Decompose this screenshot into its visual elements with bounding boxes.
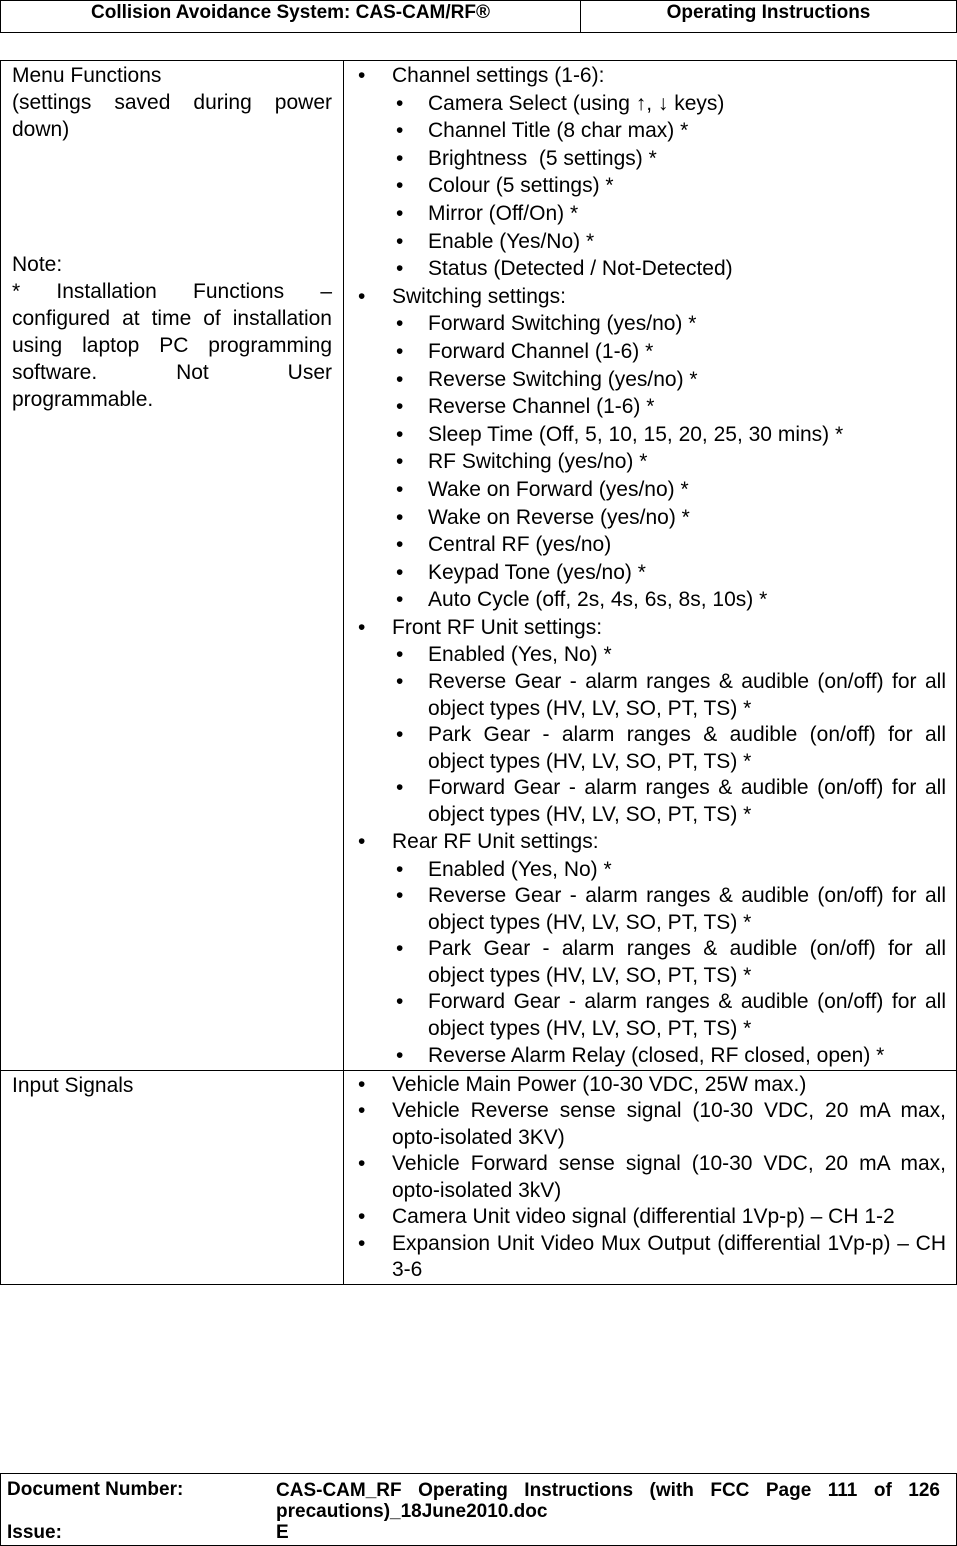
list-item bbox=[392, 117, 946, 145]
sub-list bbox=[392, 856, 946, 1070]
item-text: Forward Gear - alarm ranges & audible (on/off) for all object types (HV, LV, SO, PT, TS) * bbox=[428, 776, 946, 826]
table-row-input-signals bbox=[1, 1070, 957, 1284]
list-item bbox=[392, 586, 946, 614]
doc-number-label: Document Number: bbox=[7, 1479, 184, 1500]
bullet-icon: • bbox=[396, 937, 404, 961]
list-item bbox=[354, 1231, 946, 1284]
bullet-icon: • bbox=[358, 1152, 366, 1176]
bullet-icon: • bbox=[396, 670, 404, 694]
list-item bbox=[354, 1072, 946, 1099]
bullet-icon: • bbox=[396, 857, 404, 881]
list-item bbox=[392, 559, 946, 587]
header-title: Collision Avoidance System: CAS-CAM/RF® bbox=[1, 1, 581, 32]
bullet-icon: • bbox=[396, 339, 404, 363]
item-text: Reverse Alarm Relay (closed, RF closed, open) * bbox=[428, 1044, 885, 1068]
list-item bbox=[354, 283, 946, 614]
bullet-icon: • bbox=[396, 1044, 404, 1068]
list-item bbox=[392, 1042, 946, 1070]
item-text: Reverse Channel (1-6) * bbox=[428, 395, 655, 419]
sub-list bbox=[392, 641, 946, 828]
group-title: Channel settings (1-6): bbox=[392, 64, 605, 87]
item-text: Reverse Switching (yes/no) * bbox=[428, 367, 698, 391]
bullet-icon: • bbox=[396, 395, 404, 419]
list-item bbox=[354, 1098, 946, 1151]
list-item bbox=[392, 366, 946, 394]
bullet-icon: • bbox=[358, 1072, 366, 1096]
list-item bbox=[392, 228, 946, 256]
group-title: Switching settings: bbox=[392, 284, 566, 308]
item-text: Brightness (5 settings) * bbox=[428, 146, 657, 170]
item-text: Vehicle Main Power (10-30 VDC, 25W max.) bbox=[392, 1072, 807, 1096]
item-text: Central RF (yes/no) bbox=[428, 533, 612, 557]
group-title: Front RF Unit settings: bbox=[392, 615, 603, 639]
note-text: * Installation Functions – configured at time of installation using laptop PC programming software. Not User programmable. bbox=[12, 280, 332, 411]
row-label-sub: (settings saved during power down) bbox=[12, 91, 332, 141]
list-item bbox=[392, 641, 946, 669]
item-text: Status (Detected / Not-Detected) bbox=[428, 257, 733, 281]
bullet-icon: • bbox=[396, 146, 404, 170]
list-item bbox=[392, 504, 946, 532]
row-content-cell bbox=[344, 61, 957, 1071]
bullet-icon: • bbox=[396, 884, 404, 908]
note-title: Note: bbox=[12, 253, 63, 276]
item-text: Wake on Reverse (yes/no) * bbox=[428, 505, 690, 529]
list-item bbox=[392, 476, 946, 504]
page-footer bbox=[0, 1473, 957, 1546]
bullet-icon: • bbox=[396, 201, 404, 225]
row-label: Input Signals bbox=[12, 1073, 134, 1097]
sub-list bbox=[392, 90, 946, 283]
list-item bbox=[392, 200, 946, 228]
bullet-icon: • bbox=[396, 588, 404, 612]
item-text: Reverse Gear - alarm ranges & audible (on/off) for all object types (HV, LV, SO, PT, TS) * bbox=[428, 670, 946, 720]
list-item bbox=[354, 62, 946, 283]
bullet-icon: • bbox=[396, 776, 404, 800]
bullet-icon: • bbox=[396, 312, 404, 336]
item-text: Forward Switching (yes/no) * bbox=[428, 312, 697, 336]
item-text: Park Gear - alarm ranges & audible (on/off) for all object types (HV, LV, SO, PT, TS) * bbox=[428, 937, 946, 987]
bullet-icon: • bbox=[396, 505, 404, 529]
list-item bbox=[392, 338, 946, 366]
item-text: Sleep Time (Off, 5, 10, 15, 20, 25, 30 mins) * bbox=[428, 422, 844, 446]
item-text: Camera Select (using ↑, ↓ keys) bbox=[428, 91, 725, 115]
item-text: RF Switching (yes/no) * bbox=[428, 450, 648, 474]
bullet-icon: • bbox=[396, 643, 404, 667]
item-text: Park Gear - alarm ranges & audible (on/off) for all object types (HV, LV, SO, PT, TS) * bbox=[428, 723, 946, 773]
bullet-icon: • bbox=[396, 450, 404, 474]
bullet-icon: • bbox=[396, 422, 404, 446]
doc-number-line2: precautions)_18June2010.doc bbox=[276, 1501, 548, 1522]
bullet-icon: • bbox=[396, 533, 404, 557]
list-item bbox=[392, 255, 946, 283]
list-item bbox=[392, 90, 946, 118]
issue-label: Issue: bbox=[7, 1522, 62, 1543]
bullet-icon: • bbox=[396, 174, 404, 198]
bullet-icon: • bbox=[358, 1099, 366, 1123]
header-section: Operating Instructions bbox=[666, 2, 871, 23]
bullet-icon: • bbox=[358, 1231, 366, 1255]
row-content-cell bbox=[344, 1070, 957, 1284]
item-text: Enabled (Yes, No) * bbox=[428, 643, 612, 667]
list-item bbox=[392, 393, 946, 421]
bullet-icon: • bbox=[396, 560, 404, 584]
sub-list bbox=[392, 310, 946, 614]
bullet-icon: • bbox=[396, 367, 404, 391]
bullet-icon: • bbox=[396, 229, 404, 253]
bullet-icon: • bbox=[358, 830, 366, 854]
item-text: Mirror (Off/On) * bbox=[428, 201, 579, 225]
list-item bbox=[392, 172, 946, 200]
table-row-menu-functions bbox=[1, 61, 957, 1071]
doc-number-line1: CAS-CAM_RF Operating Instructions (with FCC Page 111 of 126 bbox=[276, 1480, 940, 1501]
item-text: Forward Gear - alarm ranges & audible (on/off) for all object types (HV, LV, SO, PT, TS) * bbox=[428, 990, 946, 1040]
bullet-icon: • bbox=[396, 723, 404, 747]
list-item bbox=[392, 775, 946, 828]
item-text: Forward Channel (1-6) * bbox=[428, 339, 654, 363]
list-item bbox=[392, 448, 946, 476]
item-text: Reverse Gear - alarm ranges & audible (on/off) for all object types (HV, LV, SO, PT, TS) * bbox=[428, 884, 946, 934]
list-item bbox=[354, 1204, 946, 1231]
list-item bbox=[392, 989, 946, 1042]
item-text: Colour (5 settings) * bbox=[428, 174, 614, 198]
list-item bbox=[392, 883, 946, 936]
bullet-icon: • bbox=[396, 119, 404, 143]
settings-list bbox=[354, 62, 946, 1070]
bullet-icon: • bbox=[396, 257, 404, 281]
page-header bbox=[0, 0, 957, 33]
issue-value: E bbox=[276, 1522, 289, 1543]
bullet-icon: • bbox=[396, 477, 404, 501]
bullet-icon: • bbox=[358, 615, 366, 639]
item-text: Expansion Unit Video Mux Output (differential 1Vp-p) – CH 3-6 bbox=[392, 1231, 946, 1282]
list-item bbox=[392, 856, 946, 884]
spacer bbox=[12, 143, 332, 251]
list-item bbox=[392, 421, 946, 449]
item-text: Keypad Tone (yes/no) * bbox=[428, 560, 646, 584]
item-text: Enabled (Yes, No) * bbox=[428, 857, 612, 881]
list-item bbox=[392, 310, 946, 338]
item-text: Enable (Yes/No) * bbox=[428, 229, 595, 253]
item-text: Vehicle Forward sense signal (10-30 VDC, 20 mA max, opto-isolated 3kV) bbox=[392, 1152, 946, 1202]
bullet-icon: • bbox=[396, 91, 404, 115]
list-item bbox=[392, 145, 946, 173]
list-item bbox=[354, 614, 946, 828]
row-label-cell bbox=[1, 61, 344, 1071]
spec-table bbox=[0, 60, 957, 1285]
item-text: Vehicle Reverse sense signal (10-30 VDC, 20 mA max, opto-isolated 3KV) bbox=[392, 1099, 946, 1149]
bullet-icon: • bbox=[358, 1205, 366, 1229]
bullet-icon: • bbox=[358, 284, 366, 308]
bullet-icon: • bbox=[358, 64, 366, 87]
row-label: Menu Functions bbox=[12, 64, 162, 87]
row-label-cell bbox=[1, 1070, 344, 1284]
bullet-icon: • bbox=[396, 990, 404, 1014]
list-item bbox=[392, 936, 946, 989]
item-text: Camera Unit video signal (differential 1Vp-p) – CH 1-2 bbox=[392, 1205, 895, 1229]
item-text: Auto Cycle (off, 2s, 4s, 6s, 8s, 10s) * bbox=[428, 588, 768, 612]
list-item bbox=[392, 722, 946, 775]
signals-list bbox=[354, 1072, 946, 1284]
list-item bbox=[354, 1151, 946, 1204]
item-text: Channel Title (8 char max) * bbox=[428, 119, 689, 143]
list-item bbox=[392, 531, 946, 559]
group-title: Rear RF Unit settings: bbox=[392, 830, 599, 854]
list-item bbox=[392, 669, 946, 722]
item-text: Wake on Forward (yes/no) * bbox=[428, 477, 689, 501]
list-item bbox=[354, 828, 946, 1070]
